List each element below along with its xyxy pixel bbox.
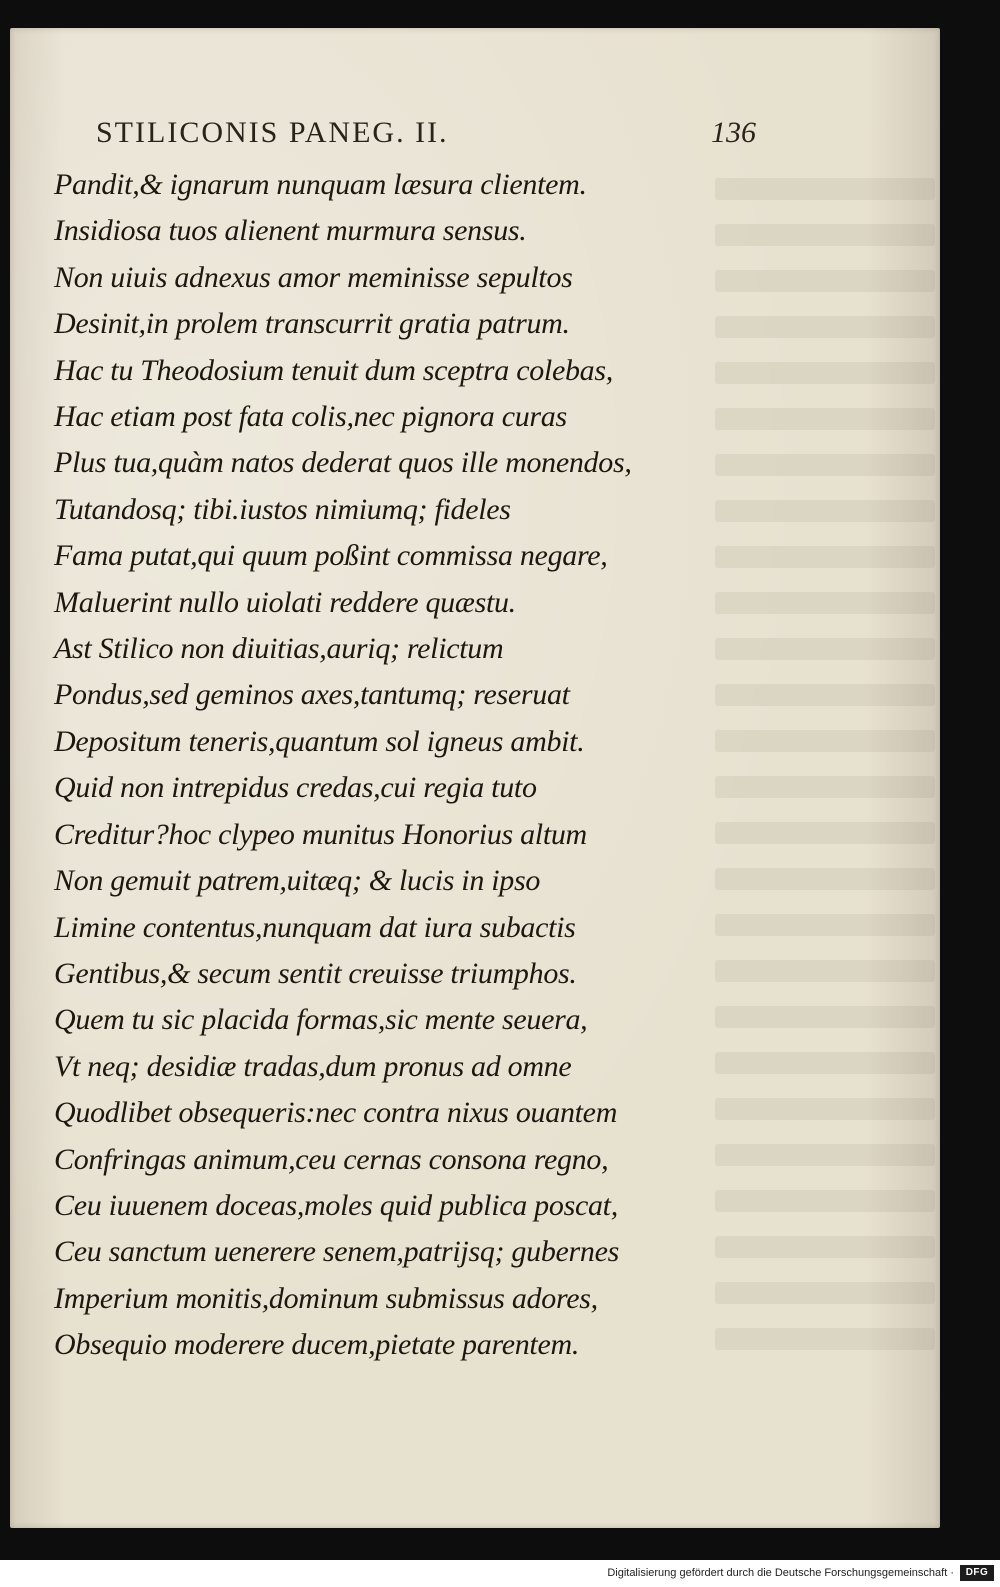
digitization-credit: Digitalisierung gefördert durch die Deutsche Forschungsgemeinschaft · <box>607 1567 954 1579</box>
verse-line: Plus tua,quàm natos dederat quos ille monendos, <box>54 446 632 480</box>
verse-line: Non gemuit patrem,uitæq; & lucis in ipso <box>54 864 541 898</box>
verse-line: Gentibus,& secum sentit creuisse triumphos. <box>54 956 577 990</box>
verse-line: Ceu iuuenem doceas,moles quid publica poscat, <box>54 1188 618 1222</box>
verse-line: Creditur?hoc clypeo munitus Honorius altum <box>54 817 587 851</box>
verse-line: Quid non intrepidus credas,cui regia tuto <box>54 771 537 805</box>
verse-line: Insidiosa tuos alienent murmura sensus. <box>54 214 527 248</box>
footer-bar <box>0 1560 1000 1587</box>
page-header <box>96 116 756 156</box>
verse-line: Tutandosq; tibi.iustos nimiumq; fideles <box>54 492 511 526</box>
running-title: STILICONIS PANEG. II. <box>96 116 449 149</box>
verse-line: Limine contentus,nunquam dat iura subactis <box>54 910 576 944</box>
bleed-through-text <box>700 158 940 1458</box>
verse-line: Hac etiam post fata colis,nec pignora curas <box>54 400 567 434</box>
verse-line: Obsequio moderere ducem,pietate parentem. <box>54 1328 580 1362</box>
verse-line: Pandit,& ignarum nunquam læsura clientem. <box>54 168 587 201</box>
verse-list <box>54 162 734 1369</box>
verse-line: Depositum teneris,quantum sol igneus ambit. <box>54 724 585 758</box>
verse-line: Desinit,in prolem transcurrit gratia patrum. <box>54 307 570 341</box>
verse-line: Vt neq; desidiæ tradas,dum pronus ad omne <box>54 1049 572 1083</box>
verse-line: Confringas animum,ceu cernas consona regno, <box>54 1142 609 1176</box>
book-page <box>10 28 940 1528</box>
verse-line: Pondus,sed geminos axes,tantumq; reseruat <box>54 678 570 712</box>
verse-line: Hac tu Theodosium tenuit dum sceptra colebas, <box>54 353 613 387</box>
verse-line: Quodlibet obsequeris:nec contra nixus ouantem <box>54 1096 618 1130</box>
verse-line: Non uiuis adnexus amor meminisse sepultos <box>54 260 573 294</box>
page-number: 136 <box>711 116 756 149</box>
verse-line: Maluerint nullo uiolati reddere quæstu. <box>54 585 516 619</box>
dfg-logo: DFG <box>960 1565 994 1581</box>
verse-line: Ast Stilico non diuitias,auriq; relictum <box>54 632 504 666</box>
verse-line: Fama putat,qui quum poßint commissa negare, <box>54 539 608 573</box>
verse-line: Quem tu sic placida formas,sic mente seuera, <box>54 1003 588 1037</box>
verse-line: Imperium monitis,dominum submissus adores, <box>54 1281 598 1315</box>
verse-line: Ceu sanctum uenerere senem,patrijsq; gubernes <box>54 1235 619 1269</box>
